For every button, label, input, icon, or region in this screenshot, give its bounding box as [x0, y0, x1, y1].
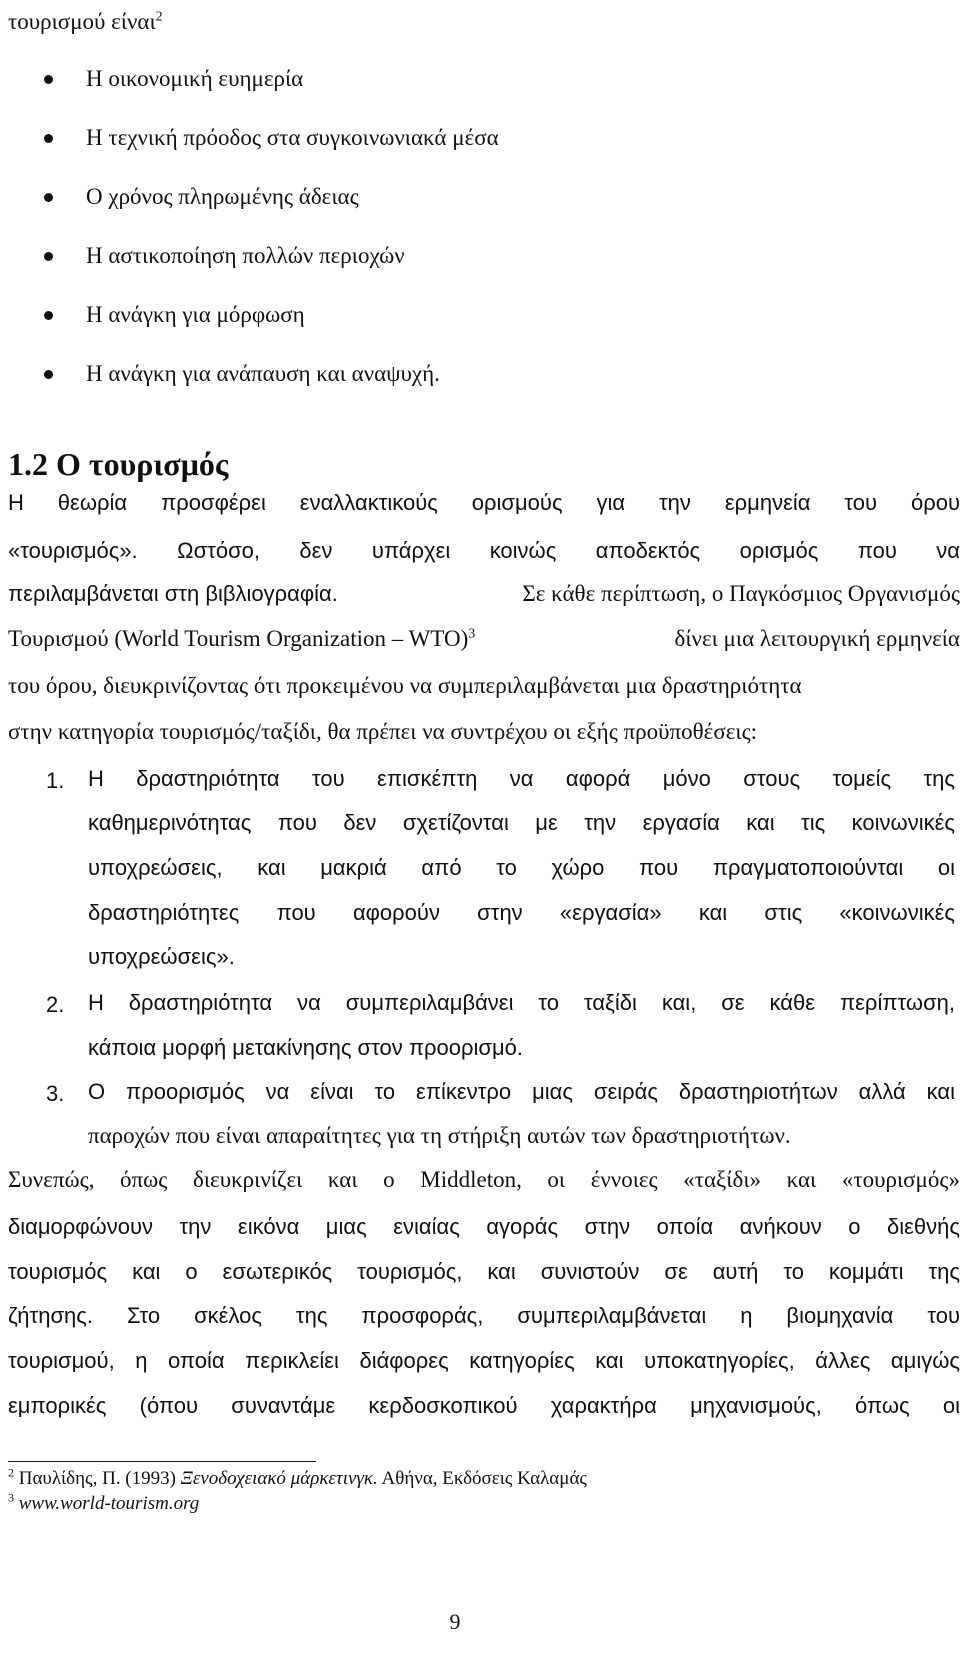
paragraph-line: Συνεπώς, όπως διευκρινίζει και ο Middleton, οι έννοιες «ταξίδι» και «τουρισμός»	[8, 1167, 960, 1192]
footnote-ref-3: 3	[468, 626, 476, 642]
bullet-icon	[44, 311, 53, 320]
list-line: υποχρεώσεις».	[88, 944, 235, 969]
list-line: παροχών που είναι απαραίτητες για τη στήριξη αυτών των δραστηριοτήτων.	[88, 1123, 791, 1148]
paragraph-line: τουρισμός και ο εσωτερικός τουρισμός, και συνιστούν σε αυτή το κομμάτι της	[8, 1259, 960, 1284]
list-line: δραστηριότητες που αφορούν στην «εργασία» και στις «κοινωνικές	[88, 900, 955, 925]
paragraph-line: περιλαμβάνεται στη βιβλιογραφία. Σε κάθε περίπτωση, ο Παγκόσμιος Οργανισμός	[8, 581, 960, 606]
page-number: 9	[449, 1609, 461, 1634]
list-number: 1.	[46, 768, 65, 793]
bullet-icon	[44, 193, 53, 202]
footnote-ref-2: 2	[155, 9, 163, 25]
bullet-icon	[44, 134, 53, 143]
paragraph-line: τουρισμού, η οποία περικλείει διάφορες κατηγορίες και υποκατηγορίες, άλλες αμιγώς	[8, 1348, 960, 1373]
paragraph-line: διαμορφώνουν την εικόνα μιας ενιαίας αγοράς στην οποία ανήκουν ο διεθνής	[8, 1214, 960, 1239]
list-line: κάποια μορφή μετακίνησης στον προορισμό.	[88, 1035, 524, 1060]
intro-line	[8, 10, 163, 33]
paragraph-line: στην κατηγορία τουρισμός/ταξίδι, θα πρέπει να συντρέχου οι εξής προϋποθέσεις:	[8, 719, 758, 744]
paragraph-line: ζήτησης. Στο σκέλος της προσφοράς, συμπεριλαμβάνεται η βιομηχανία του	[8, 1303, 960, 1328]
list-line: Ο προορισμός να είναι το επίκεντρο μιας σειράς δραστηριοτήτων αλλά και	[88, 1079, 955, 1104]
paragraph-line: του όρου, διευκρινίζοντας ότι προκειμένου να συμπεριλαμβάνεται μια δραστηριότητα	[8, 673, 802, 698]
list-line: καθημερινότητας που δεν σχετίζονται με την εργασία και τις κοινωνικές	[88, 810, 955, 835]
footnote-divider	[8, 1461, 316, 1462]
bullet-icon	[44, 252, 53, 261]
section-heading: 1.2 Ο τουρισμός	[8, 446, 229, 482]
bullet-icon	[44, 370, 53, 379]
paragraph-line: εμπορικές (όπου συναντάμε κερδοσκοπικού χαρακτήρα μηχανισμούς, όπως οι	[8, 1393, 960, 1418]
bullet-icon	[44, 75, 53, 84]
paragraph-line: Τουρισμού (World Tourism Organization – WTO)$^3$ δίνει μια λειτουργική ερμηνεία	[8, 626, 960, 651]
list-number: 2.	[46, 992, 65, 1017]
list-line: υποχρεώσεις, και μακριά από το χώρο που πραγματοποιούνται οι	[88, 855, 955, 880]
list-line: Η δραστηριότητα να συμπεριλαμβάνει το ταξίδι και, σε κάθε περίπτωση,	[88, 990, 955, 1015]
intro-text: τουρισμού είναι	[8, 9, 156, 34]
footnote-2: $^2$ Παυλίδης, Π. (1993) Ξενοδοχειακό μάρκετινγκ. Αθήνα, Εκδόσεις Καλαμάς	[8, 1465, 587, 1489]
paragraph-line: «τουρισμός». Ωστόσο, δεν υπάρχει κοινώς αποδεκτός ορισμός που να	[8, 538, 960, 563]
footnote-3: $^3$ www.world-tourism.org	[8, 1490, 200, 1514]
list-number: 3.	[46, 1081, 65, 1106]
list-line: Η δραστηριότητα του επισκέπτη να αφορά μόνο στους τομείς της	[88, 766, 955, 791]
paragraph-line: Η θεωρία προσφέρει εναλλακτικούς ορισμούς για την ερμηνεία του όρου	[8, 490, 960, 515]
